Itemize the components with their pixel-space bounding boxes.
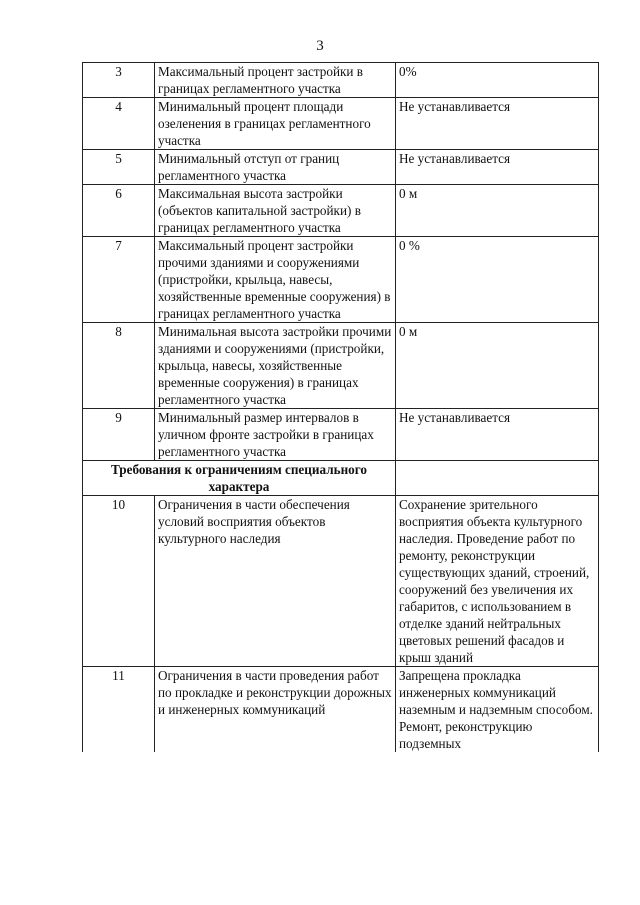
row-number: 10 xyxy=(83,496,155,667)
value-cell: Не устанавливается xyxy=(396,409,599,461)
page-number: 3 xyxy=(316,38,324,54)
regulations-table xyxy=(82,62,599,752)
row-number: 7 xyxy=(83,237,155,323)
table-row xyxy=(83,185,599,237)
parameter-cell: Минимальный процент площади озеленения в границах регламентного участка xyxy=(155,98,396,150)
parameter-cell: Максимальный процент застройки прочими зданиями и сооружениями (пристройки, крыльца, навесы, хозяйственные временные сооружения) в границах регламентного участка xyxy=(155,237,396,323)
section-header-row xyxy=(83,461,599,496)
table-row xyxy=(83,63,599,98)
value-cell: Не устанавливается xyxy=(396,98,599,150)
value-cell: 0 м xyxy=(396,185,599,237)
table-row xyxy=(83,98,599,150)
row-number: 3 xyxy=(83,63,155,98)
table-row xyxy=(83,323,599,409)
row-number: 11 xyxy=(83,667,155,753)
row-number: 8 xyxy=(83,323,155,409)
parameter-cell: Минимальный размер интервалов в уличном фронте застройки в границах регламентного участка xyxy=(155,409,396,461)
value-cell: Запрещена прокладка инженерных коммуникаций наземным и надземным способом. Ремонт, реконструкцию подземных xyxy=(396,667,599,753)
parameter-cell: Минимальный отступ от границ регламентного участка xyxy=(155,150,396,185)
section-header: Требования к ограничениям специального характера xyxy=(83,461,396,496)
table-row xyxy=(83,496,599,667)
table-row xyxy=(83,409,599,461)
table-row xyxy=(83,667,599,753)
parameter-cell: Максимальный процент застройки в границах регламентного участка xyxy=(155,63,396,98)
table-row xyxy=(83,237,599,323)
value-cell: 0 % xyxy=(396,237,599,323)
row-number: 6 xyxy=(83,185,155,237)
row-number: 9 xyxy=(83,409,155,461)
parameter-cell: Максимальная высота застройки (объектов капитальной застройки) в границах регламентного участка xyxy=(155,185,396,237)
parameter-cell: Ограничения в части проведения работ по прокладке и реконструкции дорожных и инженерных коммуникаций xyxy=(155,667,396,753)
table-row xyxy=(83,150,599,185)
row-number: 5 xyxy=(83,150,155,185)
parameter-cell: Ограничения в части обеспечения условий восприятия объектов культурного наследия xyxy=(155,496,396,667)
value-cell: Сохранение зрительного восприятия объекта культурного наследия. Проведение работ по ремонту, реконструкции существующих зданий, строений, сооружений без увеличения их габаритов, с использованием в отделке зданий нейтральных цветовых решений фасадов и крыш зданий xyxy=(396,496,599,667)
empty-cell xyxy=(396,461,599,496)
parameter-cell: Минимальная высота застройки прочими зданиями и сооружениями (пристройки, крыльца, навесы, хозяйственные временные сооружения) в границах регламентного участка xyxy=(155,323,396,409)
row-number: 4 xyxy=(83,98,155,150)
value-cell: Не устанавливается xyxy=(396,150,599,185)
value-cell: 0 м xyxy=(396,323,599,409)
value-cell: 0% xyxy=(396,63,599,98)
